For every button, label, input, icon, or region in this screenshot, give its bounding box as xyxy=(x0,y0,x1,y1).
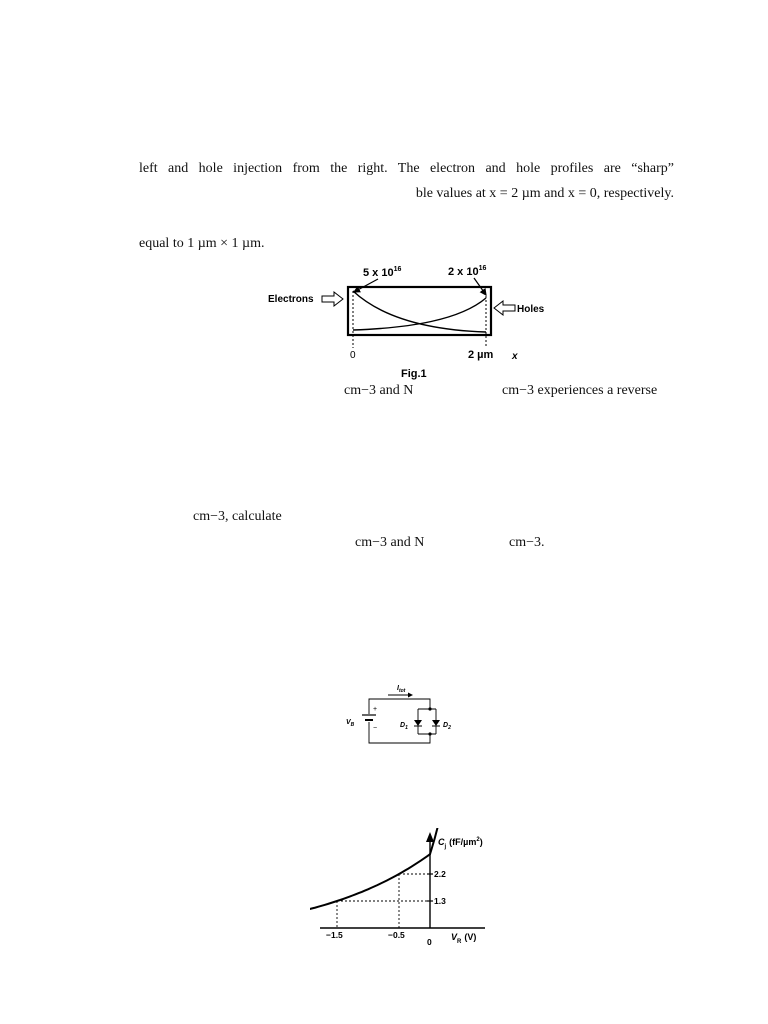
paragraph-line-2: ble values at x = 2 µm and x = 0, respectively. xyxy=(415,186,674,201)
tick-zero: 0 xyxy=(350,350,356,361)
electron-profile xyxy=(353,291,486,332)
x-tick-label-0: −1.5 xyxy=(326,930,343,940)
battery-plus: + xyxy=(373,706,378,713)
y-axis-arrow-icon xyxy=(426,832,434,842)
left-leader-arrow xyxy=(354,279,378,292)
figure-caption: Fig.1 xyxy=(401,368,427,380)
diode-d2-icon xyxy=(432,720,440,726)
x-tick-label-1: −0.5 xyxy=(388,930,405,940)
node-bottom xyxy=(428,732,431,735)
battery-minus: − xyxy=(373,725,378,732)
tick-two-um: 2 µm xyxy=(468,349,494,361)
paragraph-line-4b: cm−3 experiences a reverse xyxy=(502,383,658,398)
electron-injection-arrow-icon xyxy=(322,292,343,306)
paragraph-line-4a: cm−3 and N xyxy=(344,383,414,398)
paragraph-line-6b: cm−3. xyxy=(509,535,545,550)
paragraph-line-5: cm−3, calculate xyxy=(193,509,282,524)
node-top xyxy=(428,707,431,710)
cj-curve xyxy=(310,828,440,917)
x-axis-label: $V_R$ (V) xyxy=(451,932,477,945)
hole-profile xyxy=(353,298,486,330)
label-d1: $D_1$ xyxy=(400,722,408,731)
diode-circuit xyxy=(340,680,460,750)
label-vb: $V_B$ xyxy=(346,719,355,728)
diode-d1-icon xyxy=(414,720,422,726)
cj-vs-vr-chart xyxy=(310,828,510,952)
paragraph-line-3: equal to 1 µm × 1 µm. xyxy=(139,236,265,251)
label-electrons: Electrons xyxy=(268,294,314,305)
paragraph-line-6a: cm−3 and N xyxy=(355,535,425,550)
label-d2: $D_2$ xyxy=(443,722,451,731)
y-tick-label-0: 2.2 xyxy=(434,869,446,879)
y-axis-label: $C_j$ (fF/µm$^2$) xyxy=(438,837,483,850)
paragraph-line-1: left and hole injection from the right. The electron and hole profiles are “sharp” xyxy=(139,161,674,176)
y-tick-label-1: 1.3 xyxy=(434,896,446,906)
label-itot: $I_{tot}$ xyxy=(397,685,406,694)
label-right-concentration: 2 x $10^{16}$ xyxy=(448,265,487,278)
label-holes: Holes xyxy=(517,304,545,315)
top-wire xyxy=(369,699,430,714)
x-tick-label-2: 0 xyxy=(427,937,432,947)
semiconductor-box xyxy=(348,287,491,335)
hole-injection-arrow-icon xyxy=(494,301,515,315)
figure-1 xyxy=(260,258,560,383)
label-left-concentration: 5 x $10^{16}$ xyxy=(363,266,402,279)
axis-x-label: x xyxy=(512,351,518,362)
